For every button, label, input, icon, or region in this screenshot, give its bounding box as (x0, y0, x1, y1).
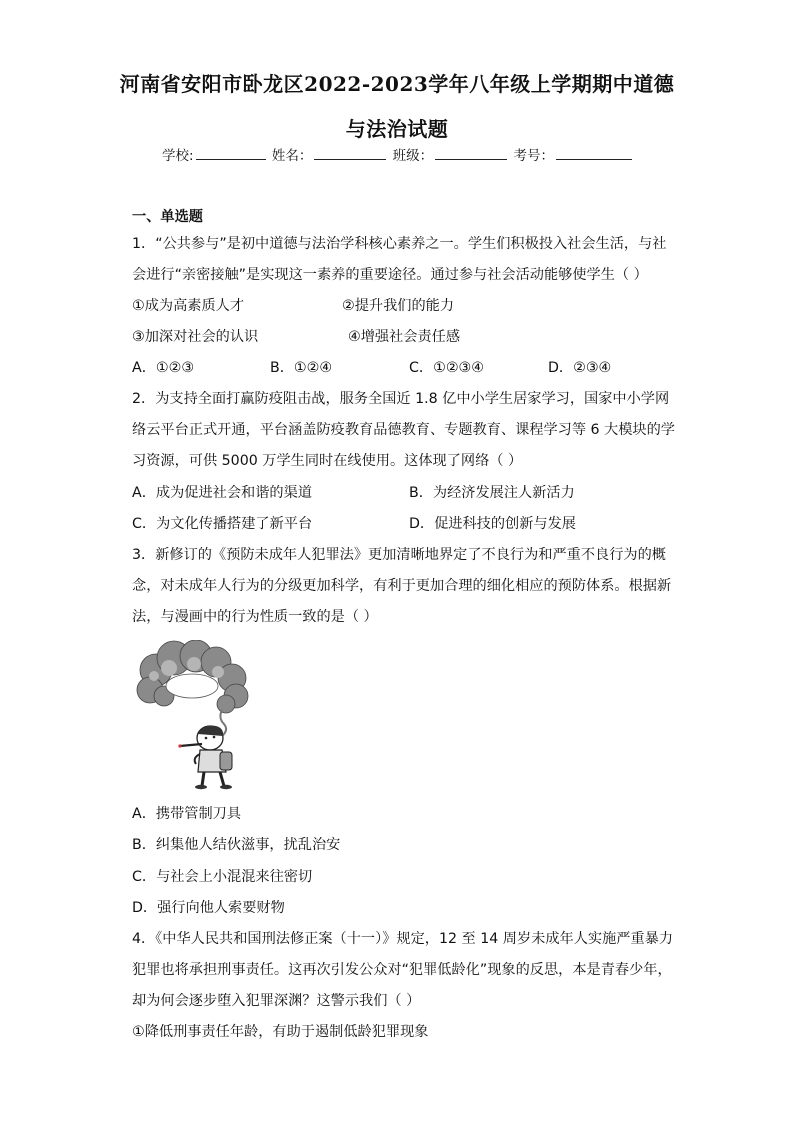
q4-line: 4．《中华人民共和国刑法修正案（十一）》规定，12 至 14 周岁未成年人实施严重暴力 (132, 931, 674, 947)
student-info-row (162, 144, 634, 164)
q3-line: 3．新修订的《预防未成年人犯罪法》更加清晰地界定了不良行为和严重不良行为的概 (132, 547, 666, 563)
school-label: 学校: (162, 148, 194, 164)
smoking-student-cartoon (134, 640, 252, 790)
school-blank[interactable] (196, 145, 266, 160)
q2-option-b[interactable]: B．为经济发展注人新活力 (409, 485, 575, 501)
q2-option-d[interactable]: D．促进科技的创新与发展 (409, 516, 576, 532)
q1-option-a[interactable]: A．①②③ (132, 360, 195, 376)
q3-option-d[interactable]: D．强行向他人索要财物 (132, 900, 285, 916)
q1-statement: ④增强社会责任感 (348, 329, 461, 345)
q3-option-a[interactable]: A．携带管制刀具 (132, 806, 242, 822)
q3-option-b[interactable]: B．纠集他人结伙滋事，扰乱治安 (132, 837, 341, 853)
name-label: 姓名： (271, 148, 313, 164)
q4-statement: ①降低刑事责任年龄，有助于遏制低龄犯罪现象 (132, 1024, 429, 1040)
page-title-line2: 与法治试题 (345, 117, 449, 141)
q1-statement: ②提升我们的能力 (342, 298, 455, 314)
section-title: 一、单选题 (132, 209, 203, 225)
q3-line: 法，与漫画中的行为性质一致的是（ ） (132, 609, 378, 625)
q4-line: 犯罪也将承担刑事责任。这再次引发公众对“犯罪低龄化”现象的反思，本是青春少年， (132, 962, 672, 978)
exam-no-label: 考号： (513, 148, 554, 164)
q1-option-c[interactable]: C．①②③④ (409, 360, 484, 376)
class-blank[interactable] (435, 145, 507, 160)
q3-line: 念，对未成年人行为的分级更加科学，有利于更加合理的细化相应的预防体系。根据新 (132, 578, 672, 594)
q1-option-d[interactable]: D．②③④ (548, 360, 612, 376)
q2-line: 2．为支持全面打赢防疫阻击战，服务全国近 1.8 亿中小学生居家学习，国家中小学网 (132, 391, 670, 407)
q1-line: 1．“公共参与”是初中道德与法治学科核心素养之一。学生们积极投入社会生活，与社 (132, 236, 667, 252)
q4-line: 却为何会逐步堕入犯罪深渊？这警示我们（ ） (132, 993, 421, 1009)
q1-option-b[interactable]: B．①②④ (270, 360, 333, 376)
q2-line: 习资源，可供 5000 万学生同时在线使用。这体现了网络（ ） (132, 453, 523, 469)
page-title-line1: 河南省安阳市卧龙区2022-2023学年八年级上学期期中道德 (119, 72, 675, 96)
q2-option-a[interactable]: A．成为促进社会和谐的渠道 (132, 485, 312, 501)
q2-option-c[interactable]: C．为文化传播搭建了新平台 (132, 516, 313, 532)
q1-line: 会进行“亲密接触”是实现这一素养的重要途径。通过参与社会活动能够使学生（ ） (132, 267, 648, 283)
q1-statement: ③加深对社会的认识 (132, 329, 259, 345)
q3-option-c[interactable]: C．与社会上小混混来往密切 (132, 869, 313, 885)
exam-no-blank[interactable] (556, 145, 632, 160)
name-blank[interactable] (314, 145, 386, 160)
class-label: 班级： (392, 148, 434, 164)
q2-line: 络云平台正式开通，平台涵盖防疫教育品德教育、专题教育、课程学习等 6 大模块的学 (132, 422, 675, 438)
q1-statement: ①成为高素质人才 (132, 298, 245, 314)
